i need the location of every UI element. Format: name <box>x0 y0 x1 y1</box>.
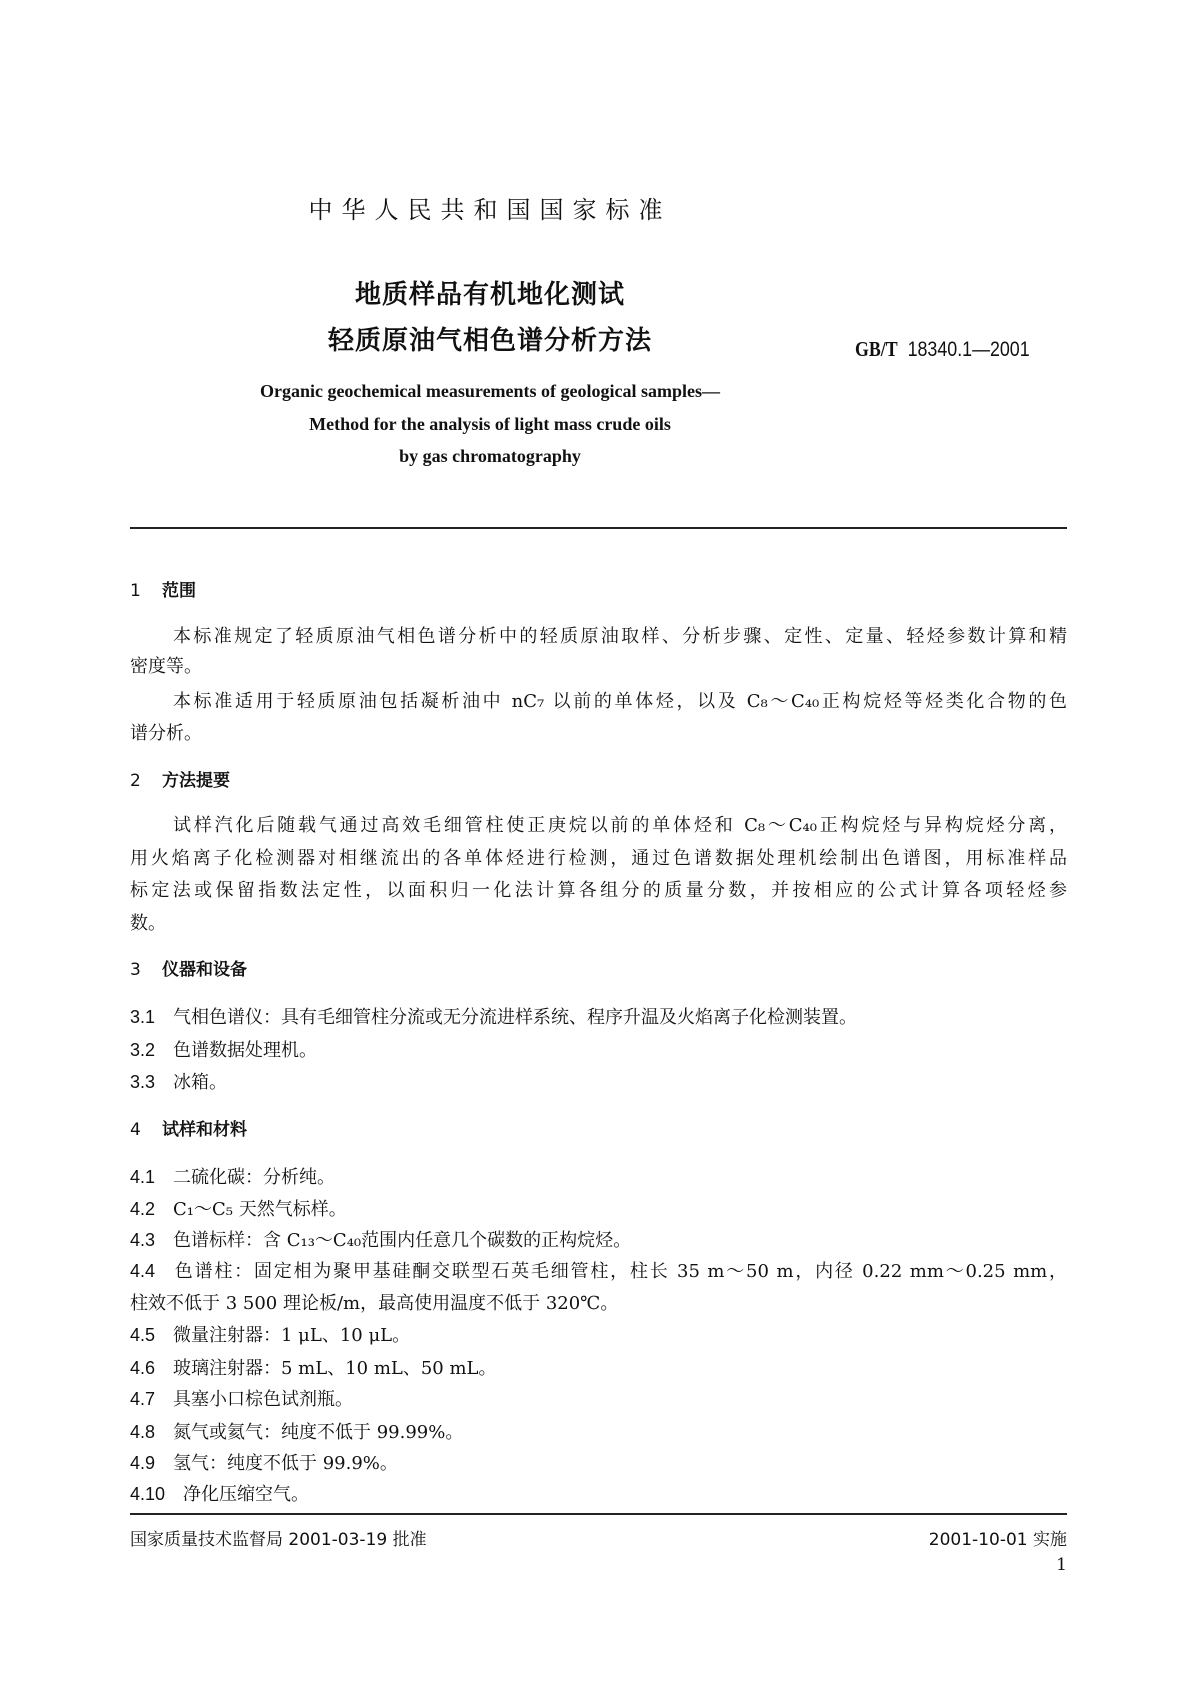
item-number: 4.9 <box>130 1453 156 1473</box>
item-text: 色谱数据处理机。 <box>173 1040 317 1061</box>
item-text: 玻璃注射器：5 mL、10 mL、50 mL。 <box>173 1358 497 1379</box>
page-number: 1 <box>1056 1555 1067 1575</box>
item-text: 色谱柱：固定相为聚甲基硅酮交联型石英毛细管柱，柱长 35 m～50 m，内径 0.22 mm～0.25 mm， <box>173 1261 1067 1282</box>
item-number: 4.5 <box>130 1325 156 1345</box>
list-item-4-6 <box>130 1354 1067 1380</box>
list-item-4-1 <box>130 1163 1067 1189</box>
item-text: 净化压缩空气。 <box>183 1484 309 1505</box>
national-standard-heading: 中华人民共和国国家标准 <box>308 196 672 224</box>
item-number: 4.7 <box>130 1389 156 1409</box>
item-text: 气相色谱仪：具有毛细管柱分流或无分流进样系统、程序升温及火焰离子化检测装置。 <box>173 1007 857 1028</box>
item-text: 色谱标样：含 C₁₃～C₄₀范围内任意几个碳数的正构烷烃。 <box>173 1230 632 1251</box>
item-text: C₁～C₅ 天然气标样。 <box>173 1199 347 1220</box>
section-number: 3 <box>130 960 141 980</box>
item-number: 4.2 <box>130 1199 156 1219</box>
paragraph-line: 谱分析。 <box>130 723 202 744</box>
title-line-1: 地质样品有机地化测试 <box>354 280 625 310</box>
english-title-line-1: Organic geochemical measurements of geological samples— <box>259 381 721 401</box>
list-item-4-7 <box>130 1385 1067 1411</box>
item-number: 4.10 <box>130 1484 166 1504</box>
list-item-4-4 <box>130 1257 1067 1283</box>
list-item-3-3 <box>130 1068 1067 1094</box>
item-number: 4.3 <box>130 1230 156 1250</box>
code-number: 18340.1—2001 <box>907 338 1030 361</box>
paragraph-line: 标定法或保留指数法定性，以面积归一化法计算各组分的质量分数，并按相应的公式计算各项轻烃参 <box>130 880 1067 901</box>
paragraph-line: 本标准适用于轻质原油包括凝析油中 nC₇ 以前的单体烃，以及 C₈～C₄₀正构烷烃等烃类化合物的色 <box>173 691 1067 712</box>
list-item-3-1 <box>130 1003 1067 1029</box>
item-number: 4.8 <box>130 1422 156 1442</box>
list-item-3-2 <box>130 1036 1067 1062</box>
section-title: 范围 <box>162 581 196 601</box>
section-number: 4 <box>130 1120 141 1140</box>
section-number: 2 <box>130 771 141 791</box>
paragraph-line: 用火焰离子化检测器对相继流出的各单体烃进行检测，通过色谱数据处理机绘制出色谱图，用标准样品 <box>130 848 1067 869</box>
item-text: 微量注射器：1 μL、10 μL。 <box>173 1325 411 1346</box>
section-heading-4 <box>130 1115 247 1140</box>
section-title: 方法提要 <box>162 771 230 791</box>
implementation-date: 2001-10-01 实施 <box>928 1530 1067 1550</box>
section-heading-3 <box>130 955 247 980</box>
list-item-4-5 <box>130 1321 1067 1347</box>
paragraph-line: 密度等。 <box>130 656 202 677</box>
english-title-line-2: Method for the analysis of light mass crude oils <box>309 414 671 434</box>
section-heading-2 <box>130 766 230 791</box>
section-title: 试样和材料 <box>162 1120 247 1140</box>
list-item-4-8 <box>130 1418 1067 1444</box>
item-number: 3.1 <box>130 1007 156 1027</box>
header-divider <box>130 527 1067 529</box>
english-title-line-3: by gas chromatography <box>399 446 581 466</box>
item-number: 3.3 <box>130 1072 156 1092</box>
item-number: 4.6 <box>130 1358 156 1378</box>
paragraph-line: 本标准规定了轻质原油气相色谱分析中的轻质原油取样、分析步骤、定性、定量、轻烃参数计算和精 <box>173 626 1067 647</box>
list-item-4-9 <box>130 1449 1067 1475</box>
item-text: 氮气或氦气：纯度不低于 99.99%。 <box>173 1422 464 1443</box>
footer-divider <box>130 1513 1067 1515</box>
item-text: 二硫化碳：分析纯。 <box>173 1167 335 1188</box>
item-number: 4.4 <box>130 1261 156 1281</box>
section-heading-1 <box>130 576 196 601</box>
paragraph-line: 数。 <box>130 913 166 934</box>
item-text: 具塞小口棕色试剂瓶。 <box>173 1389 353 1410</box>
approval-date: 国家质量技术监督局 2001-03-19 批准 <box>130 1530 427 1550</box>
standard-code <box>855 337 1030 362</box>
item-text: 氢气：纯度不低于 99.9%。 <box>173 1453 398 1474</box>
list-item-4-10 <box>130 1480 1067 1506</box>
list-item-4-3 <box>130 1226 1067 1252</box>
code-prefix: GB/T <box>855 337 898 361</box>
section-number: 1 <box>130 581 141 601</box>
item-text: 冰箱。 <box>173 1072 227 1093</box>
item-continuation-line: 柱效不低于 3 500 理论板/m，最高使用温度不低于 320℃。 <box>130 1293 619 1314</box>
section-title: 仪器和设备 <box>162 960 247 980</box>
title-line-2: 轻质原油气相色谱分析方法 <box>327 326 652 356</box>
item-number: 3.2 <box>130 1040 156 1060</box>
item-number: 4.1 <box>130 1167 156 1187</box>
list-item-4-2 <box>130 1195 1067 1221</box>
paragraph-line: 试样汽化后随载气通过高效毛细管柱使正庚烷以前的单体烃和 C₈～C₄₀正构烷烃与异构烷烃分离， <box>173 815 1067 836</box>
